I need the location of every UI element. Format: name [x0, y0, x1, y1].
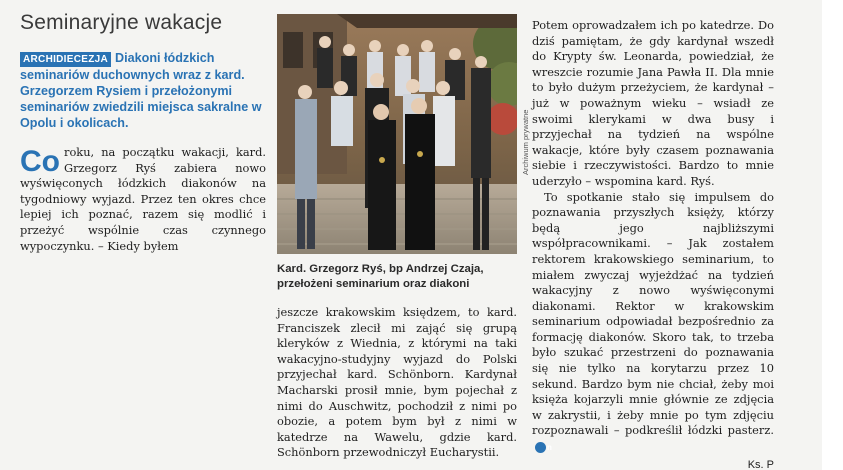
- article-lead: [20, 50, 266, 131]
- end-of-article-icon: n: [535, 442, 546, 453]
- body-paragraph-2: jeszcze krakowskim księdzem, to kard. Franciszek zlecił mi zająć się grupą kleryków z Wiednia, z którymi na taki wakacyjno-studyjny wyjazd do Polski przyjechał kard. Schönborn. Kardynał Macharski prosił mnie, bym pojechał z nimi do Auschwitz, pochodził z nimi po obozie, a potem bym był z nimi w katedrze na Wawelu, gdzie kard. Schönborn przewodniczył Eucharystii.: [277, 305, 517, 460]
- lead-text: Diakoni łódzkich seminariów duchownych wraz z kard. Grzegorzem Rysiem i przełożonymi seminariów zwiedzili miejsca sakralne w Opolu i okolicach.: [20, 51, 262, 130]
- article-photo: [277, 14, 517, 254]
- body-paragraph-1: [20, 145, 266, 254]
- author-signature: Ks. P: [747, 458, 774, 470]
- right-column: [532, 18, 774, 470]
- group-photo-image: [277, 14, 517, 254]
- body-paragraph-3: Potem oprowadzałem ich po katedrze. Do dziś pamiętam, że gdy kardynał wszedł do Krypty św. Leonarda, powiedział, że wreszcie rozumie Jana Pawła II. Dla mnie to było dużym przeżyciem, że kardynał – już w poważnym wieku – wsiadł ze swoimi klerykami w dwa busy i przyjechał na tydzień na wspólne wakacje, które były czasem poznawania siebie i rzeczywistości. Bardzo to mnie uderzyło – wspomina kard. Ryś.: [532, 18, 774, 188]
- page-margin: [822, 0, 843, 470]
- section-tag: ARCHIDIECEZJA: [20, 52, 111, 67]
- photo-credit: Archiwum prywatne: [521, 109, 530, 175]
- left-column: [20, 10, 266, 254]
- body-text-1: roku, na początku wakacji, kard. Grzegorz Ryś zabiera nowo wyświęconych łódzkich diakonów na tygodniowy wyjazd. Przez ten okres chce lepiej ich poznać, razem się modlić i przeżyć wspólnie czas czynnego wypoczynku. – Kiedy byłem: [20, 145, 266, 253]
- body-paragraph-4: [532, 190, 774, 455]
- dropcap: Co: [20, 145, 60, 178]
- middle-column: [277, 305, 517, 461]
- article-headline: Seminaryjne wakacje: [20, 11, 223, 34]
- body-text-4: To spotkanie stało się impulsem do poznawania przyszłych księży, którzy będą jego najbliższymi współpracownikami. – Jak zostałem rektorem krakowskiego seminarium, to miałem zwyczaj wyjeżdżać na tydzień wakacyjny z nowo wyświęconymi diakonami. Rektor w krakowskim seminarium odpowiadał bezpośrednio za formację diakonów. Skoro tak, to trzeba było szukać przestrzeni do poznawania się nie tylko na korytarzu przez 10 sekund. Bardzo bym nie chciał, żeby moi księża kojarzyli mnie głównie ze zdjęcia w zakrystii, i żeby mnie po tym zdjęciu rozpoznawali – podkreślił łódzki pasterz.: [532, 189, 774, 438]
- photo-caption: Kard. Grzegorz Ryś, bp Andrzej Czaja, przełożeni seminarium oraz diakoni: [277, 263, 484, 290]
